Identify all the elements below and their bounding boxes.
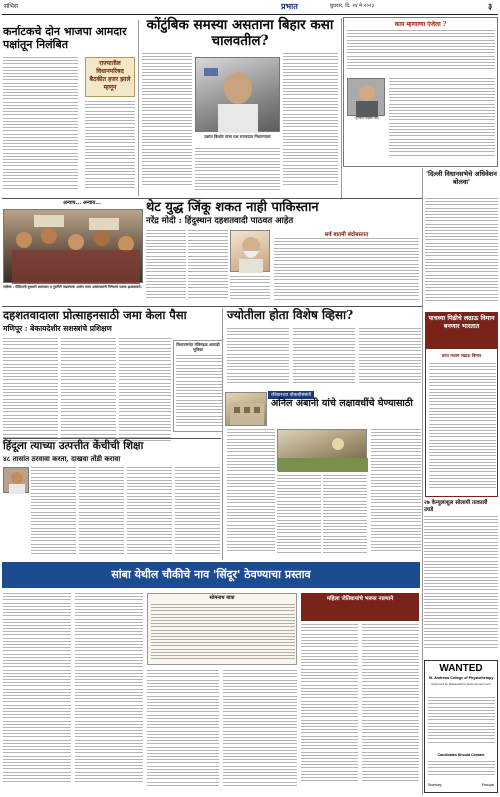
bihar-body-left [142,53,192,193]
manipur-body-3 [119,338,171,446]
pakistan-body-1 [146,230,186,304]
page-number: ३ [488,2,493,11]
fighter-jet-headline: पाचव्या पिढीचे लढाऊ विमान बनणार भारतात [428,315,495,330]
fighter-jet-subhead: प्रगत मध्यम लढाऊ विमान [441,353,482,358]
fighter-jet-box [425,312,498,497]
pakistan-body-3 [230,276,270,304]
rule-2 [2,306,422,307]
protest-crowd-icon [4,210,144,284]
date-line: बुधवार, दि. २४ मे २०२३ [330,3,375,9]
sindoor-body-3 [147,670,219,792]
bihar-body-right [283,53,338,193]
right-box-photo-caption: मुरलीधर मोहोळ लक्ष्य [355,116,379,120]
wanted-institute: St. Andrews College of Physiotherapy [428,676,494,680]
pakistan-story [146,200,422,305]
person-portrait-icon [348,79,386,117]
manipur-subhead: मणिपूर : बेकायदेशीर सशस्त्रांचे प्रशिक्षण [3,324,112,333]
bihar-photo-caption: प्रशांत किशोर यांचा प्रश्न राज्यपाल निशाण्यावर [204,134,271,139]
women-box [301,593,419,621]
wanted-candidates: Candidates Should Contact [437,753,485,757]
bihar-body-mid [195,148,280,194]
hindu-photo [3,467,29,493]
pakistan-subhead: नरेंद्र मोदी : हिंदुस्थान दहशतवादी पाठवत आहेत [146,216,294,226]
right-box-body-top [347,30,495,74]
anil-body-1 [227,429,275,559]
masthead [0,0,500,17]
karnataka-headline: कर्नाटकचे दोन भाजपा आमदार पक्षांतून निलंबित [3,25,127,51]
column-separator [422,168,423,795]
karnataka-side-box: राज्यातील विधानपरिषद बैठकीत हजर झाले म्हणून [85,57,135,97]
delhi-story [425,170,498,310]
bihar-story [140,17,340,197]
delhi-body [425,198,498,308]
sindoor-body-6 [362,624,419,792]
hindu-headline: हिंदूला त्याच्या उत्पत्तीत केंचीची शिक्षा [3,440,144,452]
person-portrait-icon [4,468,30,494]
pakistan-body-4 [274,238,419,304]
hindu-body-4 [175,467,220,559]
protest-photo-tag: अन्याय... अन्याय... [63,200,101,206]
protest-photo-caption: नाशिक : मीडियानी बुधवारी बलात्कार व गुंडगिरी वाढल्याचा आरोप करत आंदोलकांनी निषेधाचे फलक झळकावले. [3,285,142,289]
jyoti-headline: ज्योतीला होता विशेष व्हिसा? [227,308,354,322]
pakistan-side-head: सर्व बातमी बंदोबस्तात [324,232,369,238]
sindoor-headline: सांबा येथील चौकीचे नाव 'सिंदूर' ठेवण्याचा प्रस्ताव [111,568,311,581]
mid-info-box: विधानसभेत मंत्रिमंडळ आघाडी भूमिका [173,340,223,432]
manipur-headline: दहशतवादाला प्रोत्साहनसाठी जमा केला पैसा [3,308,187,322]
field-icon [278,430,368,472]
anil-body-4 [371,429,421,559]
manipur-body-2 [61,338,116,446]
karnataka-body-2 [85,101,135,194]
jyoti-story [223,308,423,388]
right-box-photo [347,78,385,116]
fighter-jet-body [429,363,496,495]
jyoti-body-1 [227,328,289,388]
speaker-portrait-icon [231,231,271,273]
anil-story [223,398,423,560]
hindu-body-1 [31,467,76,559]
wanted-title: WANTED [439,663,483,674]
anil-headline: अनिल अंबानी यांचे लक्षावधींचे घेण्यासाठी [271,398,413,409]
manipur-body-1 [3,338,58,446]
wanted-approved: Approved by Maharashtra State Government [431,681,491,686]
masthead-rule [2,14,498,15]
delhi-headline: 'दिल्ली विधानसभेचे अधिवेशन बोलवा' [426,170,497,186]
anil-photo-2 [277,429,367,471]
sindoor-body-1 [3,593,71,793]
pakistan-body-2 [188,230,228,304]
sindoor-body-2 [75,593,143,793]
wanted-footer-left: Secretary [428,783,442,787]
rule-1 [2,198,422,199]
modi-photo [230,230,270,272]
jyoti-body-2 [293,328,355,388]
bihar-headline: कोंटुंबिक समस्या असताना बिहार कसा चालवतील? [146,17,334,49]
karnataka-story [3,25,135,195]
somnath-title: सोमनाथ यात्रा [209,595,235,601]
pakistan-headline: थेट युद्ध जिंकू शकत नाही पाकिस्तान [146,200,319,215]
protest-photo-block [3,200,143,305]
speaker-portrait-icon [196,58,281,133]
protest-photo [3,209,143,283]
right-feature-box [343,17,498,167]
bihar-photo [195,57,280,132]
sindoor-body-4 [223,670,297,792]
right-box-title: काय म्हणाल्या एंजेला ? [394,21,447,28]
right-box-body-bottom [389,78,495,163]
women-box-title: महिला जेतिबायांचे भरूस नाल्याने [326,596,394,602]
jyoti-body-3 [359,328,421,388]
karnataka-body [3,57,78,194]
somnath-box [147,593,297,665]
column-separator [138,20,139,196]
section-label: संभिस [4,3,18,10]
ads-body [424,516,498,656]
sindoor-banner [2,562,420,588]
anil-tag: रविवारच्या चौकशीसंबंधी [268,391,314,399]
hindu-body-2 [79,467,124,559]
ads-column [424,500,498,795]
column-separator [341,18,342,198]
hindu-story [3,440,221,560]
wanted-ad [424,660,498,793]
sindoor-body-5 [301,624,358,792]
ads-headline: २७ केन्युलाशुल सोलायी तत्काली उघडे [424,500,488,513]
anil-body-2 [277,475,321,559]
anil-body-3 [323,475,367,559]
sindoor-story [3,590,421,795]
wanted-footer-right: Principal [481,783,494,787]
column-separator [222,308,223,560]
hindu-subhead: ४८ तासांत ठरवावा करता, दाखवा तोंडी करावा [3,454,121,463]
brand-logo: प्रभात [281,1,298,11]
hindu-body-3 [127,467,172,559]
